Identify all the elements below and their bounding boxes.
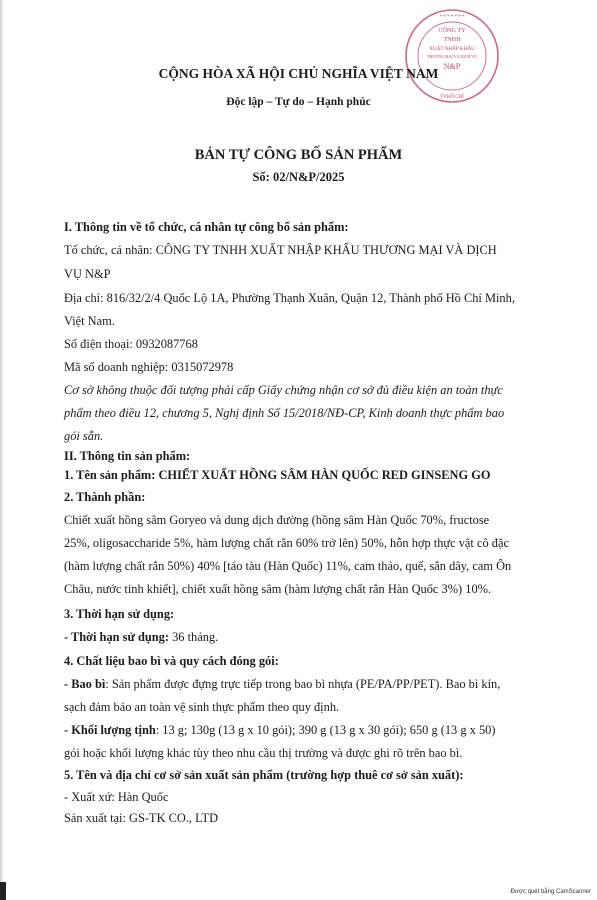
note-line1: Cơ sở không thuộc đối tượng phải cấp Giấy chứng nhận cơ sở đủ điều kiện an toàn thực: [64, 383, 503, 397]
product-name: 1. Tên sản phẩm: CHIẾT XUẤT HỒNG SÂM HÀN QUỐC RED GINSENG GO: [64, 468, 491, 482]
net-weight-line2: gói hoặc khối lượng khác tùy theo nhu cầu thị trường và được ghi rõ trên bao bì.: [64, 746, 463, 760]
packaging-heading: 4. Chất liệu bao bì và quy cách đóng gói:: [64, 654, 279, 668]
document-title: BẢN TỰ CÔNG BỐ SẢN PHẨM: [194, 147, 403, 163]
org-line2: VỤ N&P: [64, 267, 111, 281]
note-line3: gói sẵn.: [64, 429, 104, 443]
stamp-ring-top: * * * * * * *: [439, 15, 465, 20]
shelf-life-line: [64, 630, 218, 645]
stamp-line2: TNHH: [443, 36, 461, 43]
stamp-line5: N&P: [443, 62, 461, 71]
packaging-line1: [64, 677, 500, 692]
ingredients-line2: 25%, oligosaccharide 5%, hàm lượng chất rắn 60% trở lên) 50%, hỗn hợp thực vật cô đặc: [64, 536, 509, 550]
shelf-life-heading: 3. Thời hạn sử dụng:: [64, 607, 175, 621]
ingredients-heading: 2. Thành phần:: [64, 490, 146, 504]
origin-line: - Xuất xứ: Hàn Quốc: [64, 790, 169, 804]
stamp-line4: THƯƠNG MẠI VÀ DỊCH VỤ: [426, 54, 478, 59]
stamp-line1: CÔNG TY: [438, 27, 466, 34]
scan-edge-shadow: [0, 0, 4, 900]
ingredients-line3: (hàm lượng chất rắn 50%) 40% [táo tàu (Hàn Quốc) 11%, cam thảo, quế, sắn dây, cam Ôn: [64, 559, 512, 573]
note-line2: phẩm theo điều 12, chương 5, Nghị định Số 15/2018/NĐ-CP, Kinh doanh thực phẩm bao: [64, 406, 505, 420]
manufacturer-heading: 5. Tên và địa chỉ cơ sở sản xuất sản phẩm (trường hợp thuê cơ sở sản xuất):: [64, 768, 464, 782]
stamp-ring-text: TP.HỒ CHÍ: [440, 95, 464, 100]
section1-heading: I. Thông tin về tổ chức, cá nhân tự công bố sản phẩm:: [64, 220, 349, 234]
country-heading: CỘNG HÒA XÃ HỘI CHỦ NGHĨA VIỆT NAM: [158, 66, 439, 81]
motto: Độc lập – Tự do – Hạnh phúc: [226, 96, 371, 108]
tax-code-line: Mã số doanh nghiệp: 0315072978: [64, 360, 234, 374]
company-stamp: [398, 6, 506, 106]
ingredients-line4: Châu, nước tinh khiết], chiết xuất hồng sâm (hàm lượng chất rắn Hàn Quốc 3%) 10%.: [64, 582, 492, 596]
phone-line: Số điện thoại: 0932087768: [64, 337, 198, 351]
ingredients-line1: Chiết xuất hồng sâm Goryeo và dung dịch đường (hồng sâm Hàn Quốc 70%, fructose: [64, 513, 490, 527]
manufacturer-line: Sản xuất tại: GS-TK CO., LTD: [64, 811, 219, 825]
stamp-line3: XUẤT NHẬP KHẨU: [429, 46, 475, 52]
address-line1: Địa chỉ: 816/32/2/4 Quốc Lộ 1A, Phường Thạnh Xuân, Quận 12, Thành phố Hồ Chí Minh,: [64, 291, 515, 305]
net-weight-line1: [64, 723, 495, 738]
shelf-life-label: - Thời hạn sử dụng:: [64, 630, 169, 644]
packaging-label: - Bao bì: [64, 677, 106, 691]
packaging-text: : Sản phẩm được đựng trực tiếp trong bao bì nhựa (PE/PA/PP/PET). Bao bì kín,: [105, 677, 501, 691]
net-weight-text: : 13 g; 130g (13 g x 10 gói); 390 g (13 g x 30 gói); 650 g (13 g x 50): [155, 723, 496, 737]
shelf-life-value: 36 tháng.: [168, 630, 219, 644]
org-line1: Tổ chức, cá nhân: CÔNG TY TNHH XUẤT NHẬP KHẨU THƯƠNG MẠI VÀ DỊCH: [64, 243, 497, 257]
section2-heading: II. Thông tin sản phẩm:: [64, 449, 191, 463]
scanner-footer: Được quét bằng CamScanner: [510, 889, 591, 895]
packaging-line2: sạch đảm bảo an toàn vệ sinh thực phẩm theo quy định.: [64, 700, 340, 714]
document-number: Số: 02/N&P/2025: [252, 170, 345, 184]
scan-corner-mark: [0, 882, 6, 900]
address-line2: Việt Nam.: [64, 314, 115, 328]
net-weight-label: - Khối lượng tịnh: [64, 723, 156, 737]
